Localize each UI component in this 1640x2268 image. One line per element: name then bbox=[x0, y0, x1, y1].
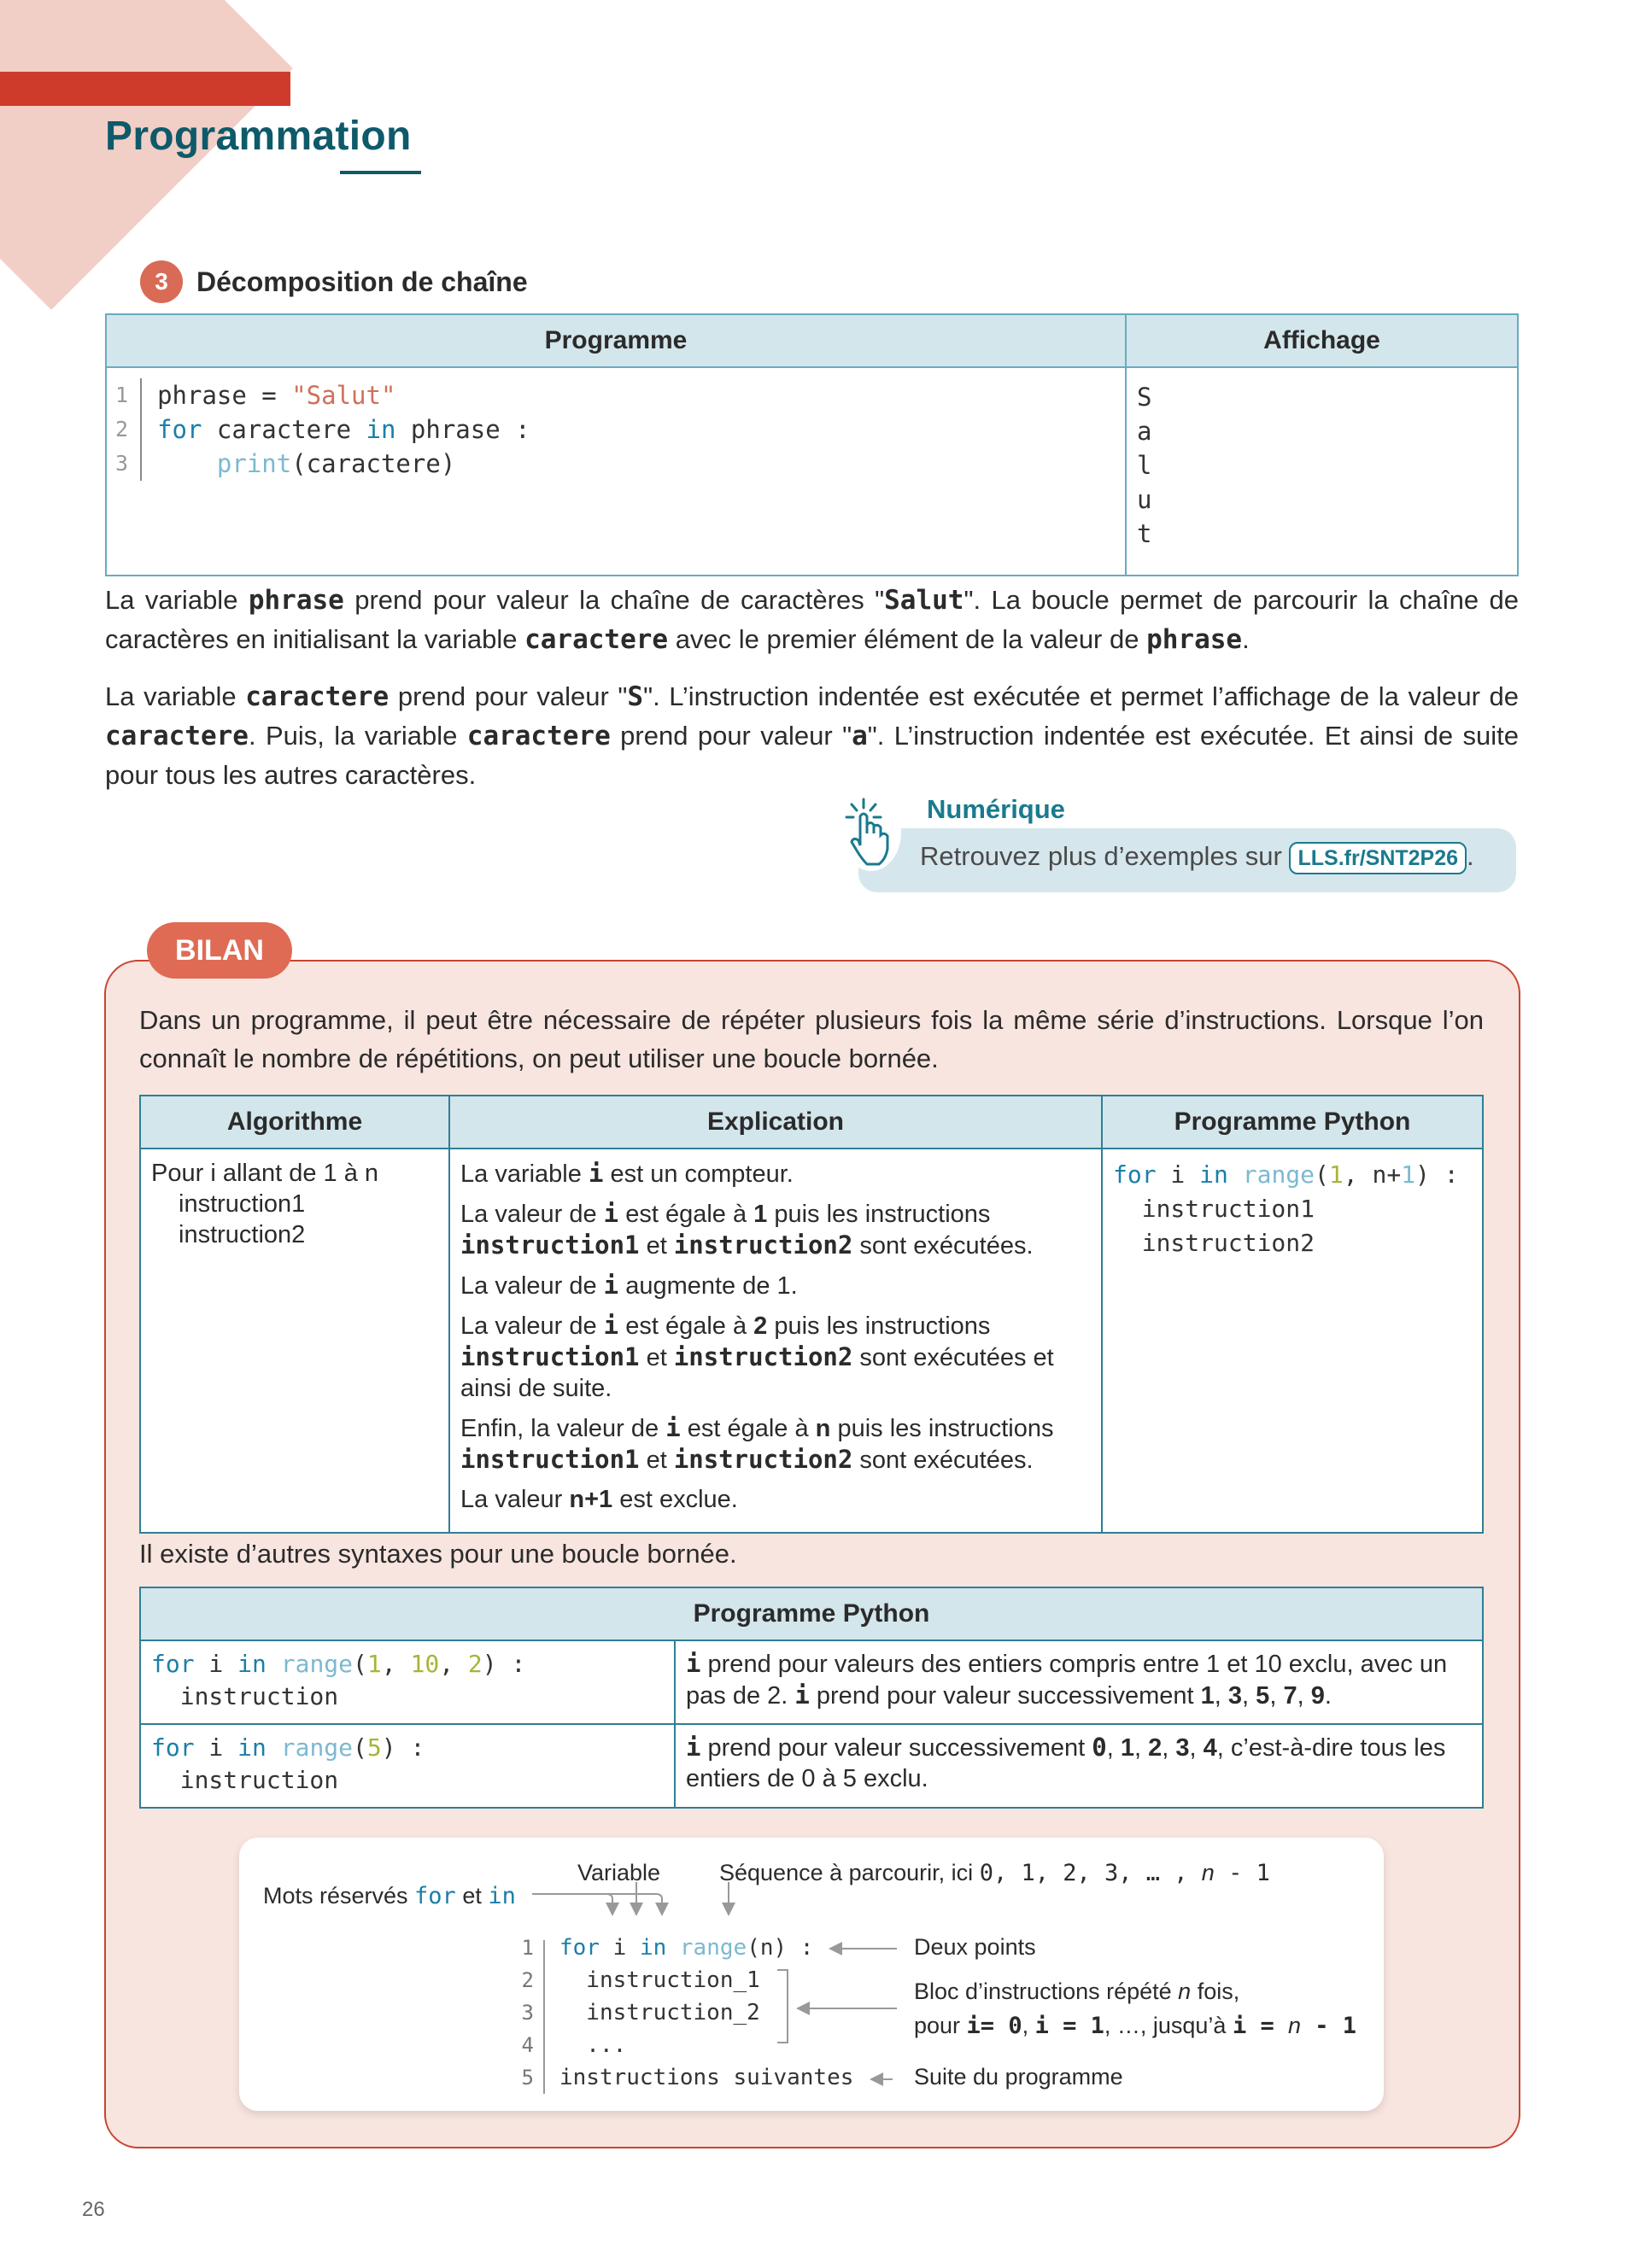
code-token: for bbox=[157, 415, 202, 444]
label-sequence bbox=[719, 1860, 1270, 1886]
text: , bbox=[1106, 1734, 1121, 1762]
table-row bbox=[140, 1724, 1483, 1808]
code-token: instruction bbox=[151, 1766, 339, 1794]
explanation-cell bbox=[449, 1149, 1102, 1533]
line-number: 3 bbox=[521, 2001, 534, 2025]
label-block-n: n bbox=[1178, 1979, 1192, 2004]
code-token: 1 bbox=[366, 1650, 382, 1678]
emphasis-text: i bbox=[686, 1649, 701, 1678]
output-line: u bbox=[1137, 485, 1152, 514]
emphasis-text: i bbox=[603, 1271, 619, 1300]
code-token: ) : bbox=[1415, 1160, 1459, 1189]
column-header-programme: Programme bbox=[106, 314, 1126, 367]
numerique-callout bbox=[841, 794, 1516, 897]
page-title: Programmation bbox=[105, 114, 412, 159]
text: ". La boucle permet de parcourir la chaîne de caractères en initialisant la variable bbox=[105, 585, 1519, 654]
code-token: caractere bbox=[202, 415, 366, 444]
code-token: in bbox=[1199, 1160, 1228, 1189]
code-line bbox=[559, 1964, 853, 1996]
algorithm-line: instruction1 bbox=[179, 1190, 306, 1218]
emphasis-text: caractere bbox=[524, 624, 669, 655]
code-token: in bbox=[237, 1650, 266, 1678]
text: est égale à bbox=[618, 1201, 754, 1228]
emphasis-text: 2 bbox=[753, 1312, 768, 1340]
code-token: instruction bbox=[151, 1682, 339, 1710]
column-header-algorithme: Algorithme bbox=[140, 1096, 449, 1149]
code-token: "Salut" bbox=[291, 381, 396, 410]
code-token: (n) : bbox=[747, 1935, 814, 1961]
code-token: in bbox=[639, 1935, 667, 1961]
emphasis-text: caractere bbox=[245, 681, 390, 712]
text: prend pour valeurs des entiers compris entre 1 et 10 exclu, avec un pas de 2. bbox=[686, 1651, 1448, 1710]
code-token: ... bbox=[559, 2032, 627, 2058]
code-token: ) : bbox=[381, 1733, 425, 1762]
label-block2-code4: - 1 bbox=[1301, 2013, 1357, 2039]
column-header-programme-python: Programme Python bbox=[1102, 1096, 1483, 1149]
description-cell bbox=[675, 1724, 1483, 1808]
code-token: , bbox=[439, 1650, 468, 1678]
text: et bbox=[639, 1232, 674, 1260]
explanation-line bbox=[460, 1270, 1091, 1301]
label-sequence-n: n bbox=[1201, 1860, 1215, 1885]
label-sequence-suffix: - 1 bbox=[1214, 1860, 1270, 1886]
column-header-programme-python: Programme Python bbox=[140, 1587, 1483, 1640]
label-reserved-et: et bbox=[455, 1883, 489, 1909]
emphasis-text: i bbox=[603, 1199, 619, 1228]
explanation-paragraph-1 bbox=[105, 581, 1519, 659]
code-token bbox=[157, 449, 217, 478]
code-token: 2 bbox=[467, 1650, 483, 1678]
numerique-text bbox=[920, 841, 1474, 874]
text: , bbox=[1134, 1734, 1149, 1762]
emphasis-text: instruction1 bbox=[460, 1230, 640, 1260]
code-token: , n+ bbox=[1343, 1160, 1402, 1189]
code-token: i bbox=[599, 1935, 640, 1961]
emphasis-text: phrase bbox=[248, 585, 344, 616]
code-token: instructions suivantes bbox=[559, 2065, 854, 2090]
explanation-paragraph-2 bbox=[105, 677, 1519, 794]
emphasis-text: 4 bbox=[1203, 1734, 1217, 1762]
arrow-in bbox=[606, 1894, 662, 1909]
code-token bbox=[1228, 1160, 1243, 1189]
text: La valeur de bbox=[460, 1201, 604, 1228]
emphasis-text: 5 bbox=[1256, 1682, 1270, 1710]
code-token: ( bbox=[353, 1733, 367, 1762]
emphasis-text: instruction2 bbox=[673, 1230, 853, 1260]
label-reserved-for: for bbox=[414, 1883, 456, 1909]
label-block-line2 bbox=[914, 2013, 1356, 2039]
emphasis-text: 1 bbox=[1120, 1734, 1134, 1762]
code-token: 10 bbox=[410, 1650, 440, 1678]
label-sequence-text: Séquence à parcourir, ici bbox=[719, 1860, 980, 1885]
emphasis-text: caractere bbox=[105, 721, 249, 751]
diagram-code bbox=[559, 1932, 853, 2094]
emphasis-text: instruction2 bbox=[673, 1342, 853, 1371]
arrow-for bbox=[532, 1894, 612, 1909]
output-cell bbox=[1126, 367, 1518, 576]
text: , bbox=[1269, 1682, 1284, 1710]
text: sont exécutées. bbox=[852, 1232, 1034, 1260]
column-header-affichage: Affichage bbox=[1126, 314, 1518, 367]
text: prend pour valeur la chaîne de caractères " bbox=[343, 585, 885, 615]
text: sont exécutées. bbox=[852, 1447, 1034, 1474]
numerique-text-label: Retrouvez plus d’exemples sur bbox=[920, 841, 1290, 871]
text: puis les instructions bbox=[830, 1415, 1054, 1442]
line-number: 3 bbox=[115, 451, 129, 476]
code-cell bbox=[140, 1724, 675, 1808]
numerique-link[interactable]: LLS.fr/SNT2P26 bbox=[1289, 842, 1467, 874]
text: . bbox=[1242, 624, 1250, 654]
text: augmente de 1. bbox=[618, 1272, 798, 1300]
text: avec le premier élément de la valeur de bbox=[668, 624, 1147, 654]
text: est égale à bbox=[680, 1415, 816, 1442]
line-numbers bbox=[115, 378, 142, 481]
numerique-title: Numérique bbox=[927, 794, 1065, 824]
label-sequence-values: 0, 1, 2, 3, … , bbox=[979, 1860, 1202, 1886]
code-token: for bbox=[1113, 1160, 1157, 1189]
emphasis-text: n bbox=[815, 1415, 831, 1442]
emphasis-text: i bbox=[588, 1159, 604, 1188]
text: . bbox=[1324, 1682, 1332, 1710]
label-block-line1 bbox=[914, 1979, 1239, 2005]
text: et bbox=[639, 1447, 674, 1474]
code-line bbox=[157, 447, 530, 481]
label-variable: Variable bbox=[577, 1860, 661, 1885]
text: , bbox=[1162, 1734, 1176, 1762]
text: , bbox=[1297, 1682, 1311, 1710]
code-line bbox=[151, 1764, 664, 1797]
code-line bbox=[559, 2029, 853, 2061]
code-token: range bbox=[280, 1733, 354, 1762]
code-token: ( bbox=[353, 1650, 367, 1678]
emphasis-text: 9 bbox=[1310, 1682, 1325, 1710]
label-block2-code3: i = bbox=[1232, 2013, 1288, 2039]
bilan-label: BILAN bbox=[147, 922, 292, 979]
code-token: in bbox=[366, 415, 396, 444]
text: Enfin, la valeur de bbox=[460, 1415, 666, 1442]
emphasis-text: 3 bbox=[1227, 1682, 1243, 1710]
bounded-loop-table bbox=[139, 1095, 1484, 1534]
label-next: Suite du programme bbox=[914, 2064, 1123, 2090]
code-line bbox=[157, 412, 530, 447]
title-underline bbox=[340, 171, 421, 174]
text: puis les instructions bbox=[767, 1201, 991, 1228]
other-syntaxes-table bbox=[139, 1587, 1484, 1809]
code-token: 5 bbox=[366, 1733, 382, 1762]
code-token: range bbox=[679, 1935, 747, 1961]
python-code bbox=[151, 1648, 664, 1713]
text: est un compteur. bbox=[603, 1160, 794, 1188]
text: La variable bbox=[460, 1160, 589, 1188]
code-token: ) : bbox=[482, 1650, 526, 1678]
code-line bbox=[1113, 1158, 1472, 1192]
label-colon: Deux points bbox=[914, 1934, 1036, 1960]
label-block2-code1: i= 0 bbox=[966, 2013, 1022, 2039]
line-number: 2 bbox=[115, 417, 129, 441]
text: La valeur de bbox=[460, 1312, 604, 1340]
code-line bbox=[559, 1932, 853, 1964]
code-token: print bbox=[216, 449, 292, 478]
text: , bbox=[1189, 1734, 1204, 1762]
emphasis-text: i bbox=[665, 1413, 681, 1442]
code-token: for bbox=[151, 1650, 195, 1678]
python-code-cell bbox=[1102, 1149, 1483, 1533]
output-line: S bbox=[1137, 383, 1152, 412]
code-line bbox=[559, 2061, 853, 2094]
line-number: 2 bbox=[521, 1968, 534, 1992]
text: prend pour valeur successivement bbox=[700, 1734, 1092, 1762]
label-reserved-text: Mots réservés bbox=[263, 1883, 415, 1909]
line-number: 1 bbox=[521, 1936, 534, 1960]
text: , bbox=[1214, 1682, 1228, 1710]
code-token: phrase = bbox=[157, 381, 292, 410]
explanation-line bbox=[460, 1412, 1091, 1476]
emphasis-text: 0 bbox=[1092, 1733, 1107, 1762]
code-token: instruction_2 bbox=[559, 2000, 760, 2025]
program-code-cell bbox=[106, 367, 1126, 576]
section-title: Décomposition de chaîne bbox=[196, 266, 528, 297]
output-line: l bbox=[1137, 451, 1152, 480]
emphasis-text: 2 bbox=[1148, 1734, 1163, 1762]
label-block-text-end: fois, bbox=[1191, 1979, 1240, 2004]
line-number: 1 bbox=[115, 383, 129, 407]
code-line bbox=[151, 1732, 664, 1764]
code-token: phrase : bbox=[395, 415, 530, 444]
code-token: instruction2 bbox=[1113, 1229, 1315, 1257]
code-line bbox=[151, 1681, 664, 1713]
python-code bbox=[1113, 1158, 1472, 1260]
code-cell bbox=[140, 1640, 675, 1724]
text: , bbox=[1242, 1682, 1256, 1710]
code-token: instruction_1 bbox=[559, 1967, 760, 1993]
text: La variable bbox=[105, 585, 249, 615]
code-token: for bbox=[559, 1935, 600, 1961]
label-block2-code2: i = 1 bbox=[1034, 2013, 1104, 2039]
text: prend pour valeur successivement bbox=[809, 1682, 1201, 1710]
emphasis-text: 1 bbox=[753, 1201, 768, 1228]
emphasis-text: i bbox=[794, 1681, 810, 1710]
code-token: (caractere) bbox=[291, 449, 456, 478]
label-block2-sep: , bbox=[1022, 2013, 1035, 2038]
code-token bbox=[266, 1733, 281, 1762]
code-line bbox=[1113, 1226, 1472, 1260]
line-number: 5 bbox=[521, 2066, 534, 2090]
code-token: 1 bbox=[1328, 1160, 1344, 1189]
emphasis-text: 3 bbox=[1175, 1734, 1190, 1762]
text: , c’est-à-dire tous les entiers de 0 à 5 exclu. bbox=[686, 1734, 1446, 1792]
label-block2-n: n bbox=[1287, 2013, 1302, 2038]
text: puis les instructions bbox=[767, 1312, 991, 1340]
text: ". L’instruction indentée est exécutée et permet l’affichage de la valeur de bbox=[643, 681, 1519, 711]
algorithm-cell bbox=[140, 1149, 449, 1533]
text: La valeur de bbox=[460, 1272, 604, 1300]
code-token: i bbox=[194, 1650, 238, 1678]
description-cell bbox=[675, 1640, 1483, 1724]
emphasis-text: i bbox=[603, 1311, 619, 1340]
pointer-hand-icon bbox=[841, 794, 901, 871]
emphasis-text: caractere bbox=[466, 721, 611, 751]
text: sont exécutées et ainsi de suite. bbox=[460, 1344, 1054, 1402]
code-token: i bbox=[1156, 1160, 1200, 1189]
text: prend pour valeur " bbox=[389, 681, 628, 711]
text: et bbox=[639, 1344, 674, 1371]
emphasis-text: a bbox=[852, 721, 868, 751]
algorithm-line: instruction2 bbox=[179, 1221, 306, 1248]
explanation-line bbox=[460, 1198, 1091, 1261]
code-line bbox=[151, 1648, 664, 1681]
decorative-red-bar bbox=[0, 72, 290, 106]
numerique-suffix: . bbox=[1467, 841, 1474, 871]
emphasis-text: instruction1 bbox=[460, 1445, 640, 1474]
text: est égale à bbox=[618, 1312, 754, 1340]
explanation-line bbox=[460, 1310, 1091, 1404]
label-reserved-in: in bbox=[488, 1883, 516, 1909]
code-token bbox=[266, 1650, 281, 1678]
section-heading bbox=[140, 260, 528, 303]
emphasis-text: instruction1 bbox=[460, 1342, 640, 1371]
text: prend pour valeur " bbox=[610, 721, 852, 751]
code-token: , bbox=[381, 1650, 411, 1678]
page-number: 26 bbox=[82, 2198, 105, 2221]
text: La valeur bbox=[460, 1486, 570, 1513]
explanation-line bbox=[460, 1158, 1091, 1190]
output-line: t bbox=[1137, 519, 1152, 548]
bilan-intro: Dans un programme, il peut être nécessaire de répéter plusieurs fois la même série d’instructions. Lorsque l’on connaît le nombre de répétitions, on peut utiliser une boucle bornée. bbox=[139, 1005, 1484, 1073]
emphasis-text: i bbox=[686, 1733, 701, 1762]
code-token: instruction1 bbox=[1113, 1195, 1315, 1223]
emphasis-text: n+1 bbox=[569, 1486, 613, 1513]
text: La variable bbox=[105, 681, 246, 711]
program-output-table bbox=[105, 313, 1519, 576]
label-block-text: Bloc d’instructions répété bbox=[914, 1979, 1179, 2004]
label-block2-text: pour bbox=[914, 2013, 967, 2038]
emphasis-text: instruction2 bbox=[673, 1445, 853, 1474]
label-reserved-words bbox=[263, 1883, 516, 1909]
code-token bbox=[666, 1935, 680, 1961]
text: ". L’instruction indentée est exécutée. Et ainsi de suite pour tous les autres caractères. bbox=[105, 721, 1519, 790]
emphasis-text: phrase bbox=[1146, 624, 1243, 655]
section-number-badge: 3 bbox=[140, 260, 183, 303]
code-token: ( bbox=[1315, 1160, 1329, 1189]
emphasis-text: 1 bbox=[1200, 1682, 1215, 1710]
text: . Puis, la variable bbox=[248, 721, 467, 751]
emphasis-text: S bbox=[627, 681, 644, 712]
code-token: range bbox=[280, 1650, 354, 1678]
column-header-explication: Explication bbox=[449, 1096, 1102, 1149]
python-code bbox=[151, 1732, 664, 1797]
code-line bbox=[157, 378, 530, 412]
emphasis-text: Salut bbox=[884, 585, 964, 616]
algorithm-line: Pour i allant de 1 à n bbox=[151, 1160, 379, 1187]
code-line bbox=[1113, 1192, 1472, 1226]
code-token: i bbox=[194, 1733, 238, 1762]
explanation-line bbox=[460, 1484, 1091, 1515]
loop-anatomy-diagram bbox=[239, 1838, 1384, 2111]
code-token: in bbox=[237, 1733, 266, 1762]
output-line: a bbox=[1137, 417, 1152, 446]
code-token: range bbox=[1242, 1160, 1315, 1189]
diagram-line-numbers bbox=[508, 1932, 534, 2094]
other-syntaxes-text: Il existe d’autres syntaxes pour une boucle bornée. bbox=[139, 1539, 737, 1569]
code-token: 1 bbox=[1401, 1160, 1416, 1189]
code-line bbox=[559, 1996, 853, 2029]
label-block2-until: , …, jusqu’à bbox=[1104, 2013, 1233, 2038]
code-block bbox=[142, 378, 530, 481]
emphasis-text: 7 bbox=[1283, 1682, 1297, 1710]
code-token: for bbox=[151, 1733, 195, 1762]
text: est exclue. bbox=[612, 1486, 738, 1513]
table-row bbox=[140, 1640, 1483, 1724]
line-number: 4 bbox=[521, 2033, 534, 2057]
